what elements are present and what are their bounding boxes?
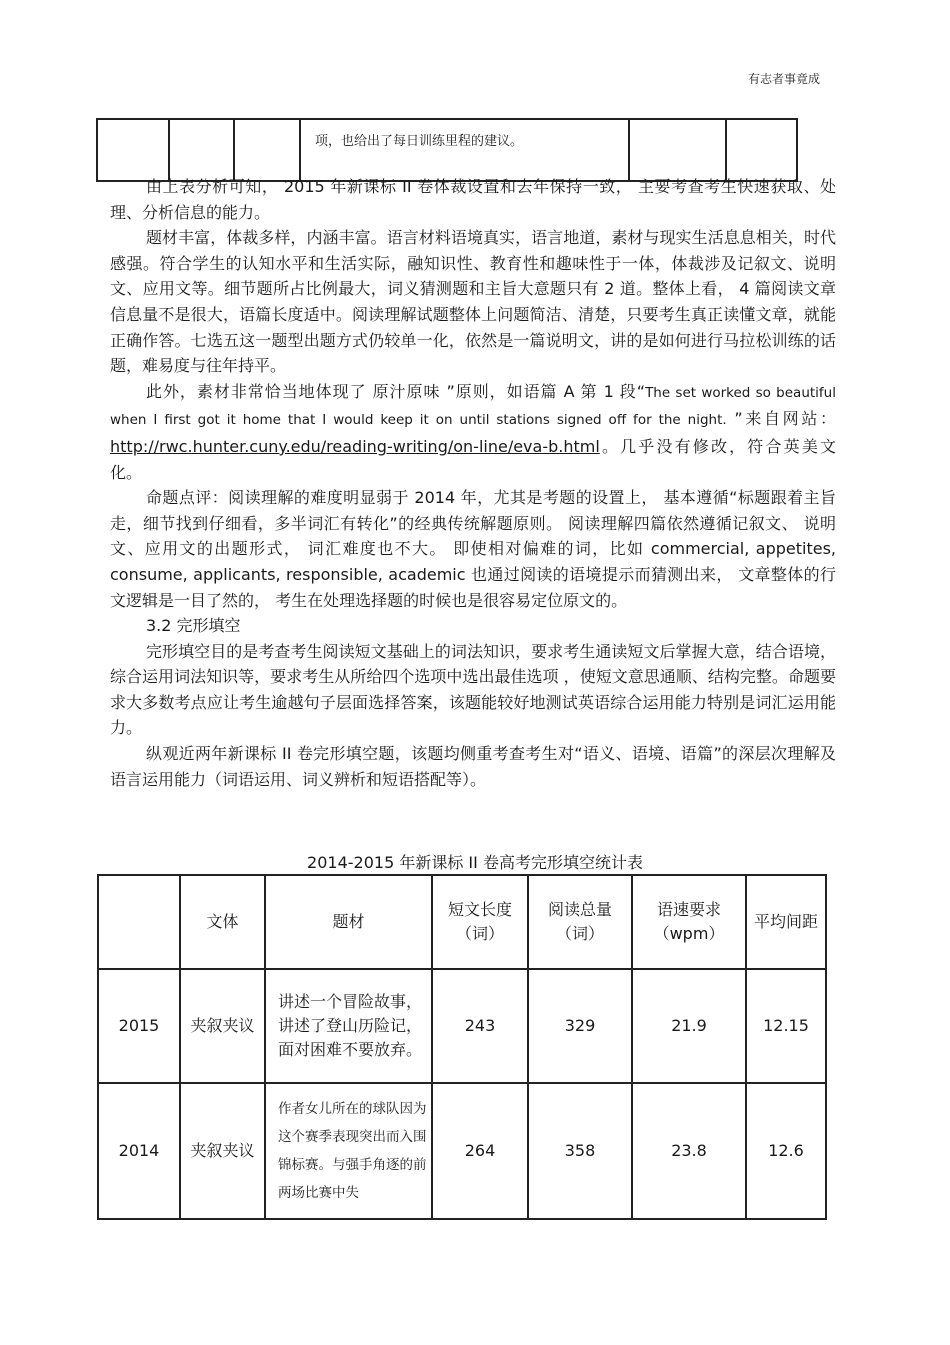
length-cell: 264 — [432, 1083, 528, 1219]
speed-cell: 21.9 — [632, 969, 746, 1083]
header-motto: 有志者事竟成 — [747, 72, 820, 86]
table-cell — [234, 119, 300, 181]
total-cell: 358 — [528, 1083, 632, 1219]
header-cell: 文体 — [180, 875, 265, 969]
table-cell-text: 项，也给出了每日训练里程的建议。 — [300, 119, 629, 181]
header-cell: 阅读总量（词） — [528, 875, 632, 969]
topic-cell: 讲述一个冒险故事，讲述了登山历险记，面对困难不要放弃。 — [265, 969, 432, 1083]
paragraph-3-text-c: 。几乎没有修改，符合英美文化。 — [110, 436, 836, 482]
section-heading: 3.2 完形填空 — [146, 616, 241, 636]
gap-cell: 12.6 — [746, 1083, 826, 1219]
paragraph-3 — [110, 379, 836, 485]
total-cell: 329 — [528, 969, 632, 1083]
document-body — [110, 174, 836, 792]
year-cell: 2015 — [98, 969, 180, 1083]
partial-table — [96, 118, 798, 182]
table-cell — [726, 119, 797, 181]
table-header-row — [98, 875, 826, 969]
genre-cell: 夹叙夹议 — [180, 969, 265, 1083]
paragraph-1: 由上表分析可知， 2015 年新课标 II 卷体裁设置和去年保持一致， 主要考查考生快速获取、处理、分析信息的能力。 — [110, 177, 836, 222]
table-cell — [629, 119, 726, 181]
paragraph-3-quote: The set worked so beautiful when I first got it home that I would keep it on until stations signed off for the night. — [110, 384, 836, 429]
header-cell — [98, 875, 180, 969]
paragraph-2: 题材丰富，体裁多样，内涵丰富。语言材料语境真实，语言地道，素材与现实生活息息相关，时代感强。符合学生的认知水平和生活实际，融知识性、教育性和趣味性于一体，体裁涉及记叙文、说明文、应用文等。细节题所占比例最大，词义猜测题和主旨大意题只有 2 道。整体上看， 4 篇阅读文章信息量不是很大，语篇长度适中。阅读理解试题整体上问题简洁、清楚，只要考生真正读懂文章，就能正确作答。七选五这一题型出题方式仍较单一化，依然是一篇说明文，讲的是如何进行马拉松训练的话题，难易度与往年持平。 — [110, 228, 836, 376]
stats-table — [97, 874, 827, 1220]
genre-cell: 夹叙夹议 — [180, 1083, 265, 1219]
speed-cell: 23.8 — [632, 1083, 746, 1219]
table-row — [98, 1083, 826, 1219]
paragraph-3-text-b: ”来自网站： — [726, 409, 836, 429]
gap-cell: 12.15 — [746, 969, 826, 1083]
table-cell — [97, 119, 169, 181]
table-caption: 2014-2015 年新课标 II 卷高考完形填空统计表 — [307, 853, 643, 872]
paragraph-6: 纵观近两年新课标 II 卷完形填空题，该题均侧重考查考生对“语义、语境、语篇”的深层次理解及语言运用能力（词语运用、词义辨析和短语搭配等）。 — [110, 744, 836, 789]
paragraph-5: 完形填空目的是考查考生阅读短文基础上的词法知识，要求考生通读短文后掌握大意，结合语境，综合运用词法知识等，要求考生从所给四个选项中选出最佳选项 ，使短文意思通顺、结构完整。命题要求大多数考点应让考生逾越句子层面选择答案，该题能较好地测试英语综合运用能力特别是词汇运用能力。 — [110, 641, 836, 738]
table-row — [98, 969, 826, 1083]
header-cell: 语速要求（wpm） — [632, 875, 746, 969]
paragraph-4: 命题点评：阅读理解的难度明显弱于 2014 年，尤其是考题的设置上， 基本遵循“标题跟着主旨走，细节找到仔细看，多半词汇有转化”的经典传统解题原则。 阅读理解四篇依然遵循记叙文、 说明文、应用文的出题形式， 词汇难度也不大。 即使相对偏难的词，比如 commercial, appetites, consume, applicants, responsible, academic 也通过阅读的语境提示而猜测出来， 文章整体的行文逻辑是一目了然的， 考生在处理选择题的时候也是很容易定位原文的。 — [110, 488, 836, 610]
table-cell — [169, 119, 234, 181]
source-link[interactable]: http://rwc.hunter.cuny.edu/reading-writing/on-line/eva-b.html — [110, 436, 600, 456]
header-cell: 短文长度（词） — [432, 875, 528, 969]
year-cell: 2014 — [98, 1083, 180, 1219]
header-cell: 题材 — [265, 875, 432, 969]
length-cell: 243 — [432, 969, 528, 1083]
paragraph-3-text-a: 此外，素材非常恰当地体现了 原汁原味 ”原则，如语篇 A 第 1 段“ — [146, 381, 646, 401]
topic-cell: 作者女儿所在的球队因为这个赛季表现突出而入围锦标赛。与强手角逐的前两场比赛中失 — [265, 1083, 432, 1219]
header-cell: 平均间距 — [746, 875, 826, 969]
